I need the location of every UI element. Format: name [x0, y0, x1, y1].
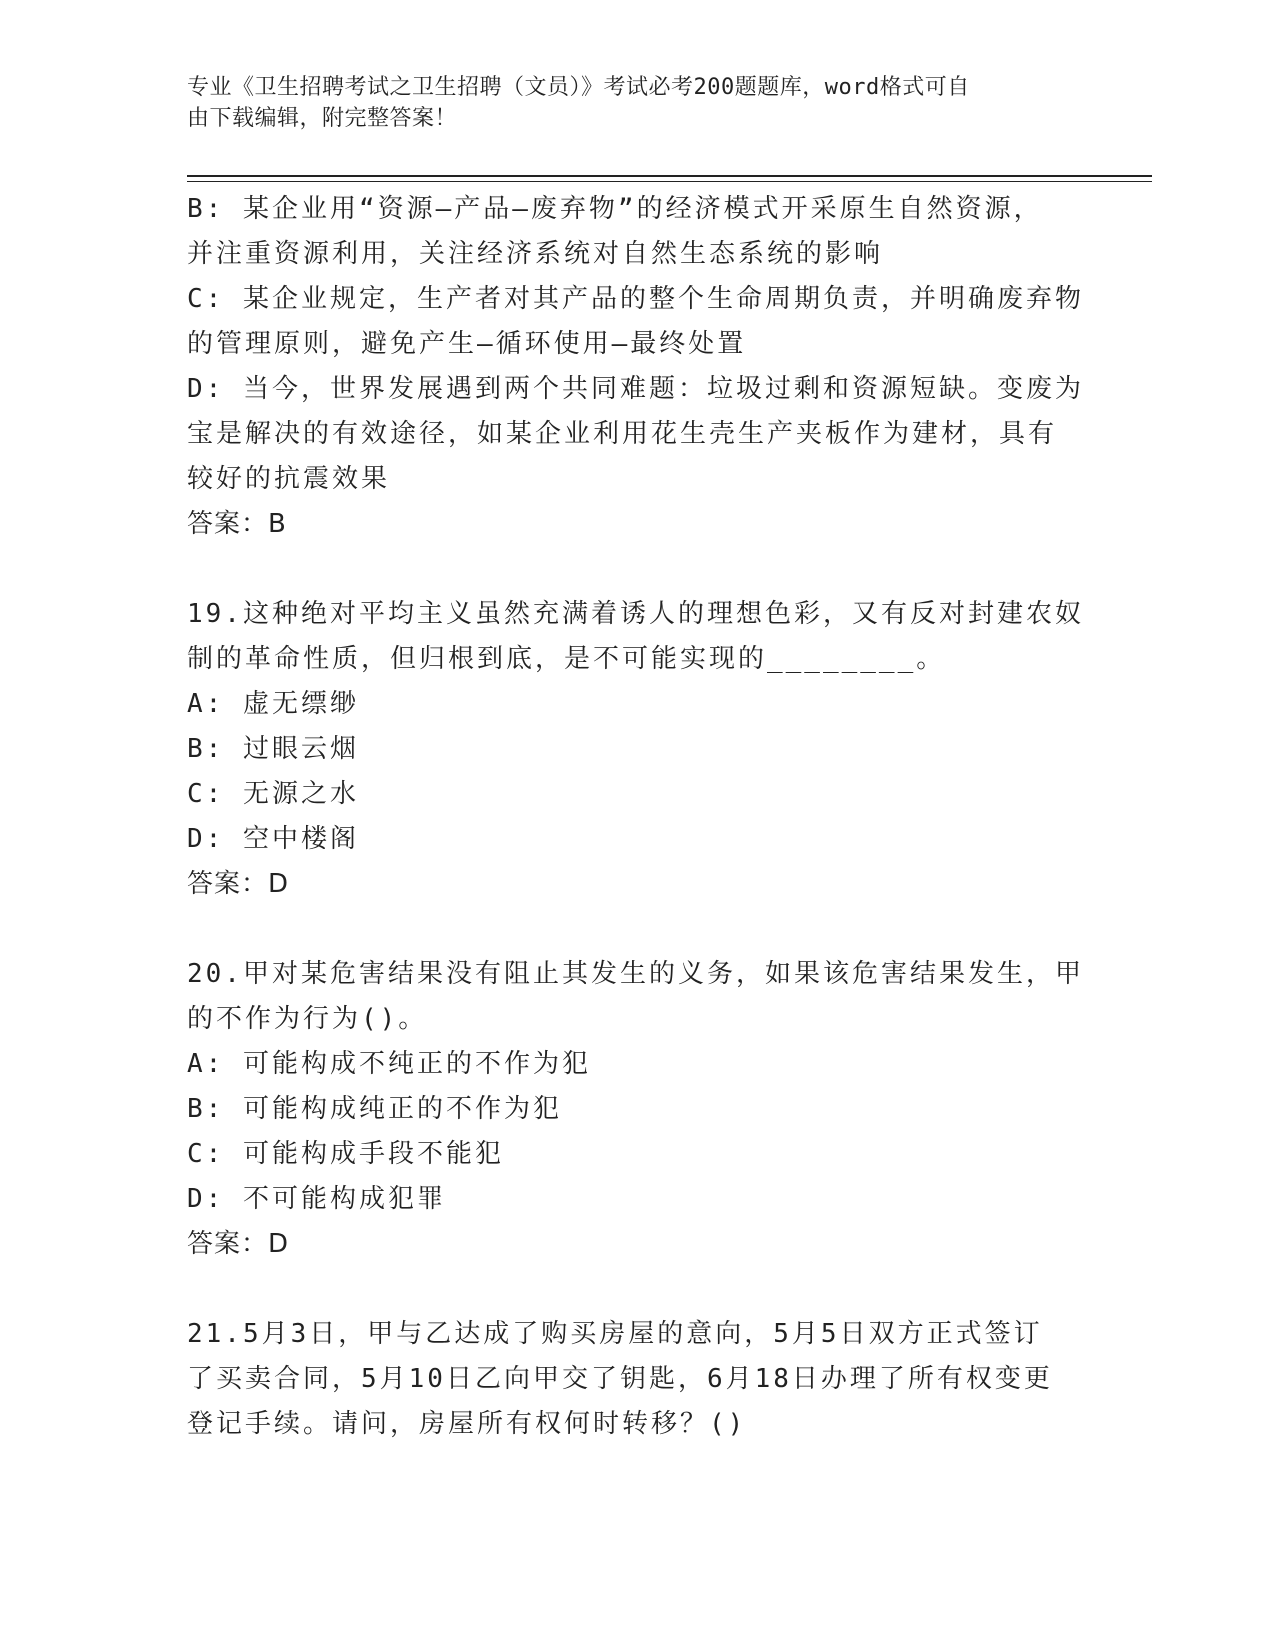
q20-option-c: C: 可能构成手段不能犯	[187, 1139, 504, 1169]
q19-option-d: D: 空中楼阁	[187, 824, 359, 854]
q19-stem-line-1: 19.这种绝对平均主义虽然充满着诱人的理想色彩，又有反对封建农奴	[187, 599, 1084, 629]
question-spacer	[187, 1267, 1077, 1312]
header-divider-thin	[187, 181, 1152, 182]
q19-stem-line-2: 制的革命性质，但归根到底，是不可能实现的________。	[187, 644, 946, 674]
question-19	[187, 592, 1084, 907]
header-line-2: 由下载编辑，附完整答案！	[187, 106, 458, 131]
q20-option-b: B: 可能构成纯正的不作为犯	[187, 1094, 562, 1124]
q19-option-c: C: 无源之水	[187, 779, 359, 809]
question-spacer	[187, 547, 1077, 592]
question-content	[187, 187, 1084, 1447]
question-20	[187, 952, 1084, 1267]
q18-option-d-line-3: 较好的抗震效果	[187, 464, 391, 494]
q18-option-b-line-2: 并注重资源利用，关注经济系统对自然生态系统的影响	[187, 239, 884, 269]
q18-option-b-line-1: B: 某企业用“资源—产品—废弃物”的经济模式开采原生自然资源，	[187, 194, 1043, 224]
question-21	[187, 1312, 1077, 1447]
q20-option-a: A: 可能构成不纯正的不作为犯	[187, 1049, 591, 1079]
q20-option-d: D: 不可能构成犯罪	[187, 1184, 446, 1214]
q20-stem-line-2: 的不作为行为()。	[187, 1004, 428, 1034]
q21-stem-line-1: 21.5月3日，甲与乙达成了购买房屋的意向，5月5日双方正式签订	[187, 1319, 1043, 1349]
q18-answer: 答案：B	[187, 509, 287, 539]
q19-option-b: B: 过眼云烟	[187, 734, 359, 764]
q21-stem-line-3: 登记手续。请问，房屋所有权何时转移？()	[187, 1409, 747, 1439]
q18-option-c-line-1: C: 某企业规定，生产者对其产品的整个生命周期负责，并明确废弃物	[187, 284, 1084, 314]
header-divider-thick	[187, 175, 1152, 177]
question-18	[187, 187, 1084, 547]
q19-option-a: A: 虚无缥缈	[187, 689, 359, 719]
q19-answer: 答案：D	[187, 869, 290, 899]
document-header	[187, 72, 1067, 134]
q18-option-d-line-2: 宝是解决的有效途径，如某企业利用花生壳生产夹板作为建材，具有	[187, 419, 1058, 449]
q20-answer: 答案：D	[187, 1229, 290, 1259]
q20-stem-line-1: 20.甲对某危害结果没有阻止其发生的义务，如果该危害结果发生，甲	[187, 959, 1084, 989]
q18-option-d-line-1: D: 当今，世界发展遇到两个共同难题：垃圾过剩和资源短缺。变废为	[187, 374, 1084, 404]
q18-option-c-line-2: 的管理原则，避免产生—循环使用—最终处置	[187, 329, 747, 359]
header-line-1: 专业《卫生招聘考试之卫生招聘（文员）》考试必考200题题库，word格式可自	[187, 75, 970, 100]
question-spacer	[187, 907, 1077, 952]
q21-stem-line-2: 了买卖合同，5月10日乙向甲交了钥匙，6月18日办理了所有权变更	[187, 1364, 1053, 1394]
